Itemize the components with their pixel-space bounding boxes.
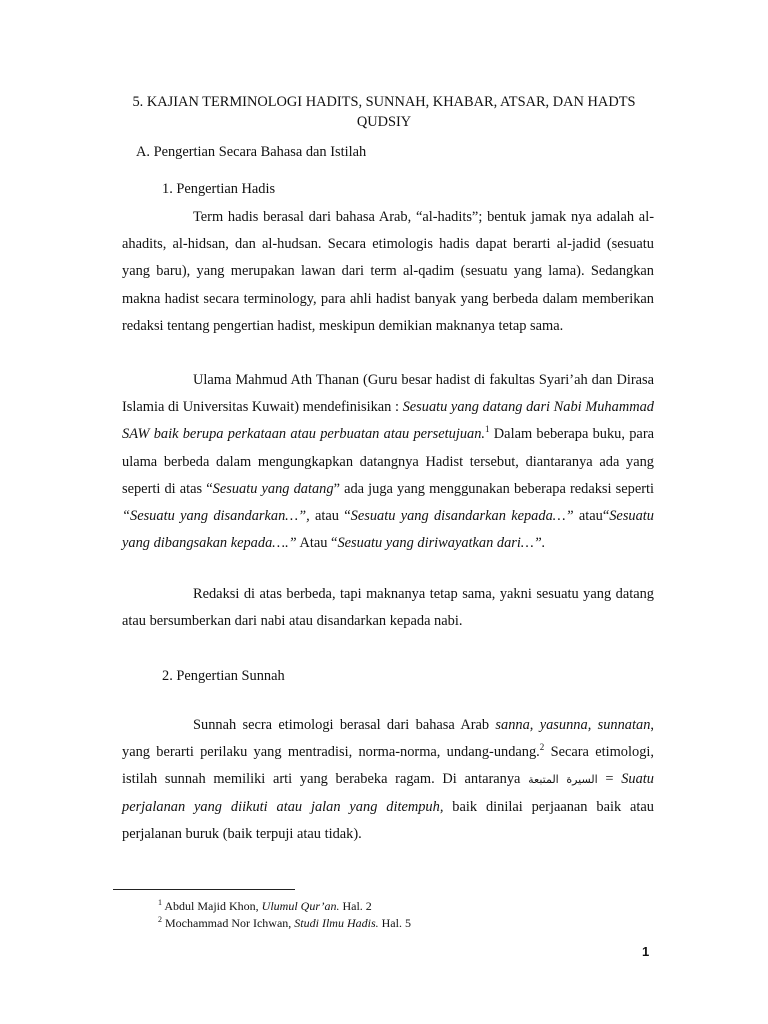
chapter-title-line-1: 5. KAJIAN TERMINOLOGI HADITS, SUNNAH, KHABAR, ATSAR, DAN HADTS [132,94,636,110]
text-run: Dalam beberapa buku, para ulama berbeda dalam mengungkapkan datangnya Hadist tersebut, diantaranya ada yang seperti di atas “ [122,426,654,497]
text-run: baik dinilai perjaanan baik atau perjalanan buruk (baik terpuji atau tidak). [122,798,654,842]
italic-phrase: Sesuatu yang diriwayatkan dari…”. [337,535,546,552]
italic-meaning: Suatu perjalanan yang diikuti atau jalan yang ditempuh, [122,771,654,815]
paragraph-sunnah-definition [122,712,654,848]
italic-definition: Sesuatu yang datang dari Nabi Muhammad SAW baik berupa perkataan atau perbuatan atau persetujuan. [122,399,654,443]
footnote-ref-2: 2 [539,742,545,753]
italic-arabic-terms: sanna, yasunna, sunnatan [495,717,651,733]
footnote-page: Hal. 5 [378,916,411,930]
paragraph-hadis-definition [122,204,654,340]
footnote-text: Mochammad Nor Ichwan, [162,916,295,930]
footnote-ref-1: 1 [485,424,490,435]
chapter-title-line-2: QUDSIY [356,114,412,130]
paragraph-text: Redaksi di atas berbeda, tapi maknanya tetap sama, yakni sesuatu yang datang atau bersumberkan dari nabi atau disandarkan kepada nabi. [122,586,654,630]
text-run: Secara etimologi, istilah sunnah memiliki arti yang berabeka ragam. Di antaranya [122,744,654,788]
arabic-term: السيرة المتبعة [528,773,598,787]
text-run: , yang berarti perilaku yang mentradisi, norma-norma, undang-undang. [122,717,654,761]
subheading-sunnah: 2. Pengertian Sunnah [162,668,285,684]
text-run: Atau “ [296,535,338,552]
footnote-page: Hal. 2 [339,899,372,913]
paragraph-mahmud-definition [122,367,654,557]
text-run: Ulama Mahmud Ath Thanan (Guru besar hadist di fakultas Syari’ah dan Dirasa Islamia di Universitas Kuwait) mendefinisikan : [122,372,654,416]
paragraph-text: Term hadis berasal dari bahasa Arab, “al-hadits”; bentuk jamak nya adalah al-ahadits, al-hidsan, dan al-hudsan. Secara etimologis hadis dapat berarti al-jadid (sesuatu yang baru), yang merupakan lawan dari term al-qadim (sesuatu yang lama). Sedangkan makna hadist secara terminology, para ahli hadist banyak yang berbeda dalam memberikan redaksi tentang pengertian hadist, meskipun demikian maknanya tetap sama. [122,209,654,334]
italic-phrase: “Sesuatu yang disandarkan…”, [122,508,310,525]
footnote-number: 2 [158,915,162,924]
footnote-title: Ulumul Qur’an. [261,899,340,913]
text-run: ” ada juga yang menggunakan beberapa redaksi seperti [333,480,654,497]
italic-phrase: Sesuatu yang dibangsakan kepada….” [122,508,655,552]
footnote-title: Studi Ilmu Hadis. [294,916,379,930]
footnote-number: 1 [158,898,162,907]
paragraph-redaksi [122,581,654,635]
subheading-hadis: 1. Pengertian Hadis [162,181,276,197]
italic-phrase: Sesuatu yang disandarkan kepada…” [350,508,574,525]
text-run: = [597,771,622,788]
chapter-title [110,92,658,132]
text-run: Sunnah secra etimologi berasal dari bahasa Arab [193,717,496,733]
footnote-1 [158,898,372,914]
footnote-2 [158,915,411,931]
section-heading-a: A. Pengertian Secara Bahasa dan Istilah [136,144,367,160]
page-number: 1 [642,944,650,959]
footnote-text: Abdul Majid Khon, [162,899,262,913]
footnote-divider [113,889,295,890]
italic-phrase: Sesuatu yang datang [212,480,334,497]
text-run: atau “ [309,508,351,525]
text-run: atau“ [573,508,610,525]
